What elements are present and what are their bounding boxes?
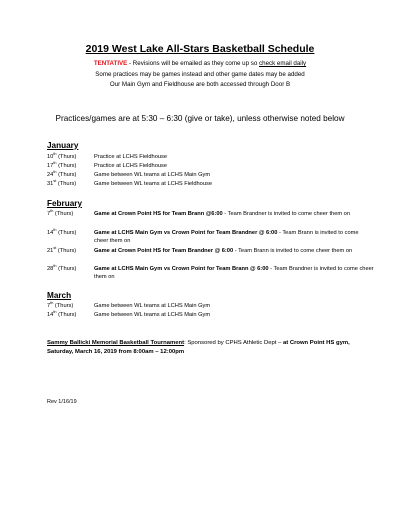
row-description: Game between WL teams at LCHS Main Gym [94,312,211,318]
row-description: Game at Crown Point HS for Team Brandner @ 6:00 - Team Brann is invited to come cheer them on [94,248,353,254]
row-description: Game at Crown Point HS for Team Brann @6:00 - Team Brandner is invited to come cheer them on [94,211,350,217]
tournament-details: at Crown Point HS gym, Saturday, March 16, 2019 from 8:00am – 12:00pm [47,340,350,355]
tentative-label: TENTATIVE [93,60,128,67]
row-date: 31st (Thurs) [47,179,77,187]
row-date: 24th (Thurs) [47,170,77,178]
month-heading-january: January [47,141,79,150]
note-practices-games: Some practices may be games instead and other game dates may be added [95,71,305,78]
row-date: 14th (Thurs) [47,228,77,236]
row-description: Game at LCHS Main Gym vs Crown Point for Team Brandner @ 6:00 - Team Brann is invited to come cheer them on [94,230,359,245]
row-date: 10th (Thurs) [47,152,77,160]
row-description: Game between WL teams at LCHS Main Gym [94,303,211,309]
check-email-link[interactable]: check email daily [259,60,307,67]
row-date: 7th (Thurs) [47,209,74,217]
row-date: 17th (Thurs) [47,161,77,169]
tentative-text: - Revisions will be emailed as they come up so [127,60,260,67]
tentative-notice [0,60,400,67]
row-date: 21st (Thurs) [47,246,77,254]
practice-time-note: Practices/games are at 5:30 – 6:30 (give or take), unless otherwise noted below [55,114,345,123]
page-title: 2019 West Lake All-Stars Basketball Schedule [85,43,315,55]
row-description: Game at LCHS Main Gym vs Crown Point for Team Brann @ 6:00 - Team Brandner is invited to come cheer them on [94,266,374,281]
row-description: Game between WL teams at LCHS Fieldhouse [94,181,213,187]
month-heading-february: February [47,199,83,208]
row-date: 7th (Thurs) [47,301,74,309]
note-door-b: Our Main Gym and Fieldhouse are both accessed through Door B [109,81,291,88]
row-description: Practice at LCHS Fieldhouse [94,163,168,169]
tournament-note: Sammy Ballicki Memorial Basketball Tournament: Sponsored by CPHS Athletic Dept – at Crown Point HS gym, Saturday, March 16, 2019 from 8:00am – 12:00pm [47,340,350,355]
revision-date: Rev 1/16/19 [47,399,77,405]
row-date: 14th (Thurs) [47,310,77,318]
row-description: Game between WL teams at LCHS Main Gym [94,172,211,178]
month-heading-march: March [47,291,72,300]
row-description: Practice at LCHS Fieldhouse [94,154,168,160]
row-date: 28th (Thurs) [47,264,77,272]
tournament-name: Sammy Ballicki Memorial Basketball Tournament [47,340,185,346]
